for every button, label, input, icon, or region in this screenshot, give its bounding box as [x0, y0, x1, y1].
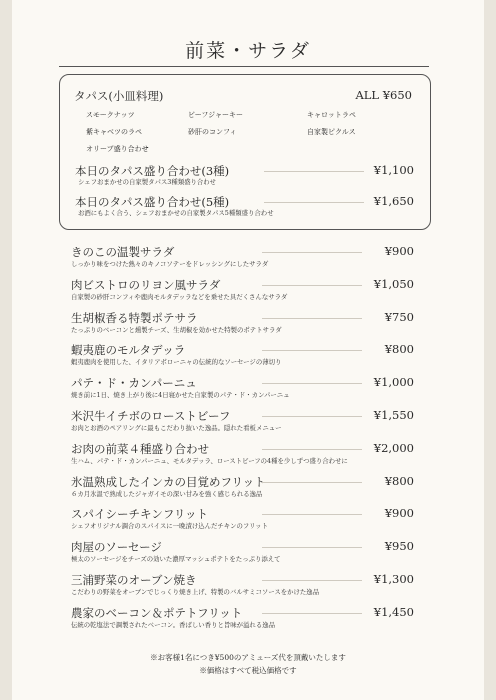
menu-item-name: 農家のベーコン＆ポテトフリット [71, 606, 243, 620]
leader-line [262, 285, 362, 286]
leader-line [262, 547, 362, 548]
menu-item-desc: 生ハム、パテ・ド・カンパーニュ、モルタデッラ、ローストビーフの4種を少しずつ盛り合わせに [71, 457, 348, 465]
menu-item-desc: シェフオリジナル調合のスパイスに一晩漬け込んだチキンのフリット [71, 522, 268, 530]
leader-line [262, 613, 362, 614]
tapas-assort-price: ¥1,650 [373, 194, 414, 208]
title-rule [59, 66, 429, 67]
menu-item-price: ¥1,000 [373, 375, 414, 389]
menu-item-name: 米沢牛イチボのローストビーフ [71, 409, 231, 423]
tapas-item: オリーブ盛り合わせ [86, 145, 149, 153]
menu-item-name: きのこの温製サラダ [71, 245, 175, 259]
menu-item-name: 三浦野菜のオーブン焼き [71, 573, 197, 587]
menu-item-price: ¥800 [384, 342, 414, 356]
menu-item-desc: お肉とお酒のペアリングに最もこだわり抜いた逸品。隠れた看板メニュー [71, 424, 282, 432]
tapas-assort-desc: シェフおまかせの自家製タパス3種類盛り合わせ [78, 178, 217, 186]
tapas-item: 自家製ピクルス [307, 128, 356, 136]
menu-item-name: 生胡椒香る特製ポテサラ [71, 311, 198, 325]
menu-item-desc: 伝統の乾塩法で調製されたベーコン。香ばしい香りと旨味が溢れる逸品 [71, 621, 275, 629]
leader-line [262, 449, 362, 450]
note-tax: ※価格はすべて税込価格です [199, 666, 297, 675]
leader-line [262, 350, 362, 351]
menu-item-price: ¥1,050 [373, 277, 414, 291]
note-amuse: ※お客様1名につき¥500のアミューズ代を頂戴いたします [150, 653, 346, 662]
menu-item-name: お肉の前菜４種盛り合わせ [71, 442, 209, 456]
tapas-price: ALL ¥650 [355, 88, 412, 102]
menu-item-name: スパイシーチキンフリット [71, 507, 208, 521]
menu-item-desc: 焼き前に1日、焼き上がり後に4日寝かせた自家製のパテ・ド・カンパーニュ [71, 391, 290, 399]
menu-item-price: ¥900 [384, 506, 414, 520]
tapas-assort-price: ¥1,100 [373, 163, 414, 177]
leader-line [262, 514, 362, 515]
tapas-item: キャロットラペ [307, 111, 356, 119]
menu-item-price: ¥800 [384, 474, 414, 488]
tapas-item: スモークナッツ [86, 111, 135, 119]
menu-item-desc: 蝦夷鹿肉を使用した、イタリアボローニャの伝統的なソーセージの薄切り [71, 358, 282, 366]
menu-item-name: 蝦夷鹿のモルタデッラ [71, 343, 186, 357]
menu-item-price: ¥1,550 [373, 408, 414, 422]
menu-page [12, 0, 484, 700]
menu-item-price: ¥750 [384, 310, 414, 324]
menu-item-name: 肉ビストロのリヨン風サラダ [71, 278, 221, 292]
menu-item-desc: ６カ月氷温で熟成したジャガイモの深い甘みを強く感じられる逸品 [71, 490, 263, 498]
tapas-assort-name: 本日のタパス盛り合わせ(3種) [75, 164, 230, 178]
tapas-item: 紫キャベツのラペ [86, 128, 142, 136]
menu-item-price: ¥2,000 [373, 441, 414, 455]
menu-item-name: 肉屋のソーセージ [71, 540, 162, 554]
menu-item-desc: しっかり味をつけた熱々のキノコソテーをドレッシングにしたサラダ [71, 260, 269, 268]
menu-item-desc: 極太のソーセージをチーズの効いた濃厚マッシュポテトをたっぷり添えて [71, 555, 281, 563]
leader-line [262, 482, 362, 483]
leader-line [262, 383, 362, 384]
tapas-item: ビーフジャーキー [188, 111, 243, 119]
menu-item-desc: こだわりの野菜をオーブンでじっくり焼き上げ、特製のバルサミコソースをかけた逸品 [71, 588, 320, 596]
leader-line [264, 171, 364, 172]
tapas-assort-name: 本日のタパス盛り合わせ(5種) [75, 195, 230, 209]
menu-item-name: 氷温熟成したインカの目覚めフリット [71, 475, 266, 489]
page-title: 前菜・サラダ [185, 40, 311, 62]
menu-item-name: パテ・ド・カンパーニュ [71, 376, 197, 390]
leader-line [262, 318, 362, 319]
menu-item-desc: たっぷりのベーコンと燻製チーズ、生胡椒を効かせた特製のポテトサラダ [71, 326, 282, 334]
menu-item-price: ¥900 [384, 244, 414, 258]
leader-line [264, 202, 364, 203]
tapas-assort-desc: お酒にもよく合う、シェフおまかせの自家製タパス5種類盛り合わせ [78, 209, 274, 217]
leader-line [262, 252, 362, 253]
leader-line [262, 580, 362, 581]
tapas-title: タパス(小皿料理) [74, 89, 164, 103]
leader-line [262, 416, 362, 417]
tapas-item: 砂肝のコンフィ [188, 128, 237, 136]
menu-item-price: ¥1,300 [373, 572, 414, 586]
menu-item-price: ¥1,450 [373, 605, 414, 619]
menu-item-price: ¥950 [384, 539, 414, 553]
menu-item-desc: 自家製の砂肝コンフィや鹿肉モルタデッラなどを乗せた具だくさんなサラダ [71, 293, 288, 301]
